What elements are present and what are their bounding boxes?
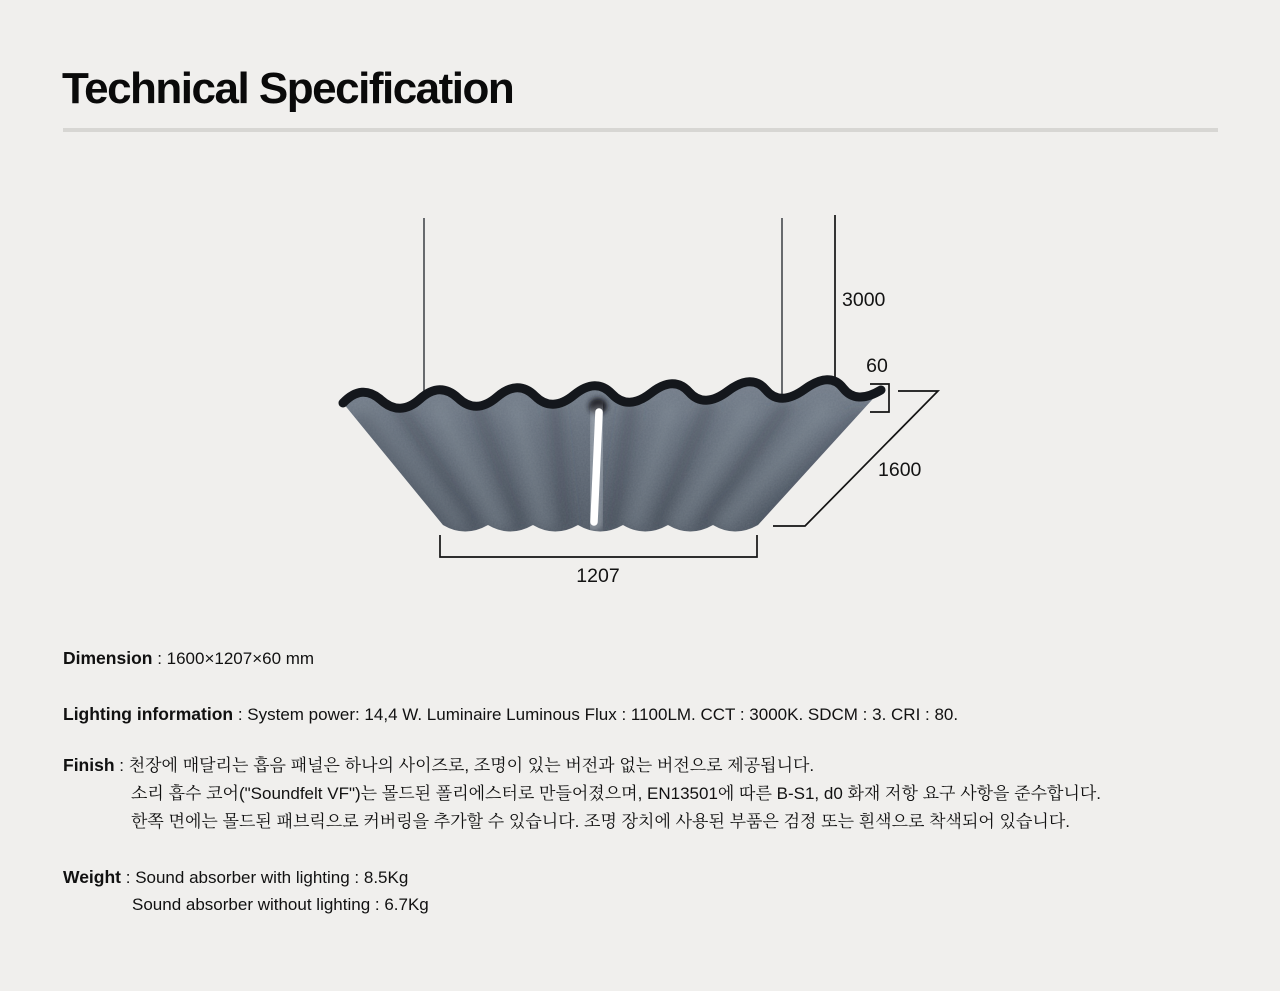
- spec-weight-block: [63, 864, 429, 918]
- weight-separator: :: [121, 868, 136, 887]
- spec-dimension-row: [63, 644, 314, 673]
- lighting-label: Lighting information: [63, 704, 234, 724]
- product-dimension-diagram: [0, 195, 1280, 595]
- finish-text-1: 천장에 매달리는 흡음 패널은 하나의 사이즈로, 조명이 있는 버전과 없는 버전으로 제공됩니다.: [128, 756, 815, 775]
- spec-finish-block: [63, 751, 1101, 836]
- dim-1207-bracket: [440, 535, 757, 557]
- weight-with-lighting: Sound absorber with lighting : 8.5Kg: [135, 868, 409, 887]
- lighting-value: System power: 14,4 W. Luminaire Luminous Flux : 1100LM. CCT : 3000K. SDCM : 3. CRI : 80.: [247, 705, 959, 724]
- dimension-value: 1600×1207×60 mm: [166, 649, 315, 668]
- page-title: Technical Specification: [62, 64, 514, 113]
- finish-line-3: 한쪽 면에는 몰드된 패브릭으로 커버링을 추가할 수 있습니다. 조명 장치에 사용된 부품은 검정 또는 흰색으로 착색되어 있습니다.: [131, 812, 1070, 831]
- weight-line-1: [63, 864, 429, 891]
- title-divider: [63, 128, 1218, 132]
- lighting-separator: :: [233, 705, 248, 724]
- light-strip: [594, 412, 599, 522]
- spec-lighting-row: [63, 700, 958, 729]
- finish-line-2: 소리 흡수 코어("Soundfelt VF")는 몰드된 폴리에스터로 만들어졌으며, EN13501에 따른 B-S1, d0 화재 저항 요구 사항을 준수합니다.: [131, 784, 1102, 803]
- dim-3000: [821, 215, 836, 380]
- dim-1600-label: 1600: [878, 459, 922, 481]
- finish-line-1: [63, 751, 1101, 780]
- finish-label: Finish: [63, 755, 115, 775]
- weight-label: Weight: [63, 867, 122, 887]
- dim-60-label: 60: [866, 355, 888, 377]
- dim-1207-label: 1207: [576, 565, 620, 587]
- dimension-separator: :: [152, 649, 167, 668]
- dim-3000-label: 3000: [842, 289, 886, 311]
- dimension-label: Dimension: [63, 648, 153, 668]
- weight-without-lighting: Sound absorber without lighting : 6.7Kg: [132, 895, 429, 914]
- finish-separator: :: [114, 756, 129, 775]
